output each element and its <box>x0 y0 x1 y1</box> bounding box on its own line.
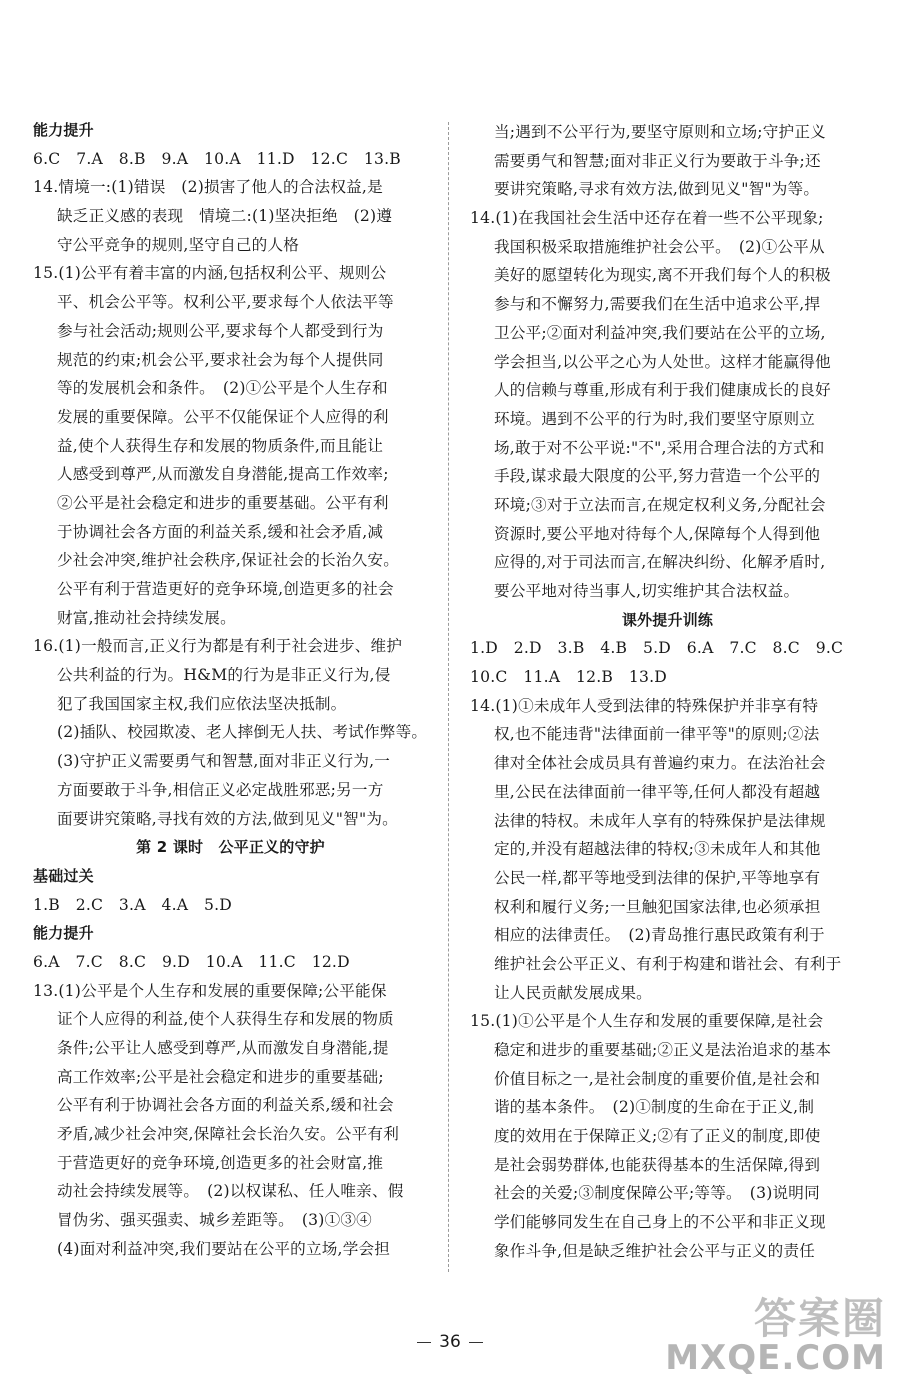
text-line: 犯了我国国家主权,我们应依法坚决抵制。 <box>57 694 347 713</box>
text-line: 于营造更好的竞争环境,创造更多的社会财富,推 <box>57 1153 384 1172</box>
text-line: 条件;公平让人感受到尊严,从而激发自身潜能,提 <box>57 1039 389 1057</box>
text-line: 学们能够同发生在自己身上的不公平和非正义现 <box>494 1213 826 1232</box>
text-line: 15.(1)①公平是个人生存和发展的重要保障,是社会 <box>470 1012 824 1031</box>
right-column <box>470 118 865 1266</box>
text-line: 16.(1)一般而言,正义行为都是有利于社会进步、维护 <box>33 637 403 656</box>
text-line: 社会的关爱;③制度保障公平;等等。 (3)说明同 <box>494 1184 820 1203</box>
text-line: 相应的法律责任。 (2)青岛推行惠民政策有利于 <box>494 926 825 945</box>
text-line: 面要讲究策略,寻找有效的方法,做到见义"智"为。 <box>57 809 398 828</box>
text-line: 维护社会公平正义、有利于构建和谐社会、有利于 <box>494 954 842 973</box>
text-line: 财富,推动社会持续发展。 <box>57 608 236 627</box>
text-line: 要公平地对待当事人,切实维护其合法权益。 <box>494 582 800 600</box>
text-line: 平、机会公平等。权利公平,要求每个人依法平等 <box>57 293 394 312</box>
text-line: 权,也不能违背"法律面前一律平等"的原则;②法 <box>494 725 820 744</box>
text-line: 是社会弱势群体,也能获得基本的生活保障,得到 <box>494 1155 821 1174</box>
text-line: 资源时,要公平地对待每个人,保障每个人得到他 <box>494 524 821 543</box>
text-line: 缺乏正义感的表现 情境二:(1)坚决拒绝 (2)遵 <box>57 207 393 226</box>
text-line: 里,公民在法律面前一律平等,任何人都没有超越 <box>494 782 821 801</box>
text-line: 要讲究策略,寻求有效方法,做到见义"智"为等。 <box>494 180 820 199</box>
page-dash-right <box>469 1342 483 1343</box>
text-line: 定的,并没有超越法律的特权;③未成年人和其他 <box>494 840 821 859</box>
text-line: 让人民贡献发展成果。 <box>494 983 652 1002</box>
text-line: 参与社会活动;规则公平,要求每个人都受到行为 <box>57 321 384 340</box>
text-line: (4)面对利益冲突,我们要站在公平的立场,学会担 <box>57 1239 391 1258</box>
text-line: 人感受到尊严,从而激发自身潜能,提高工作效率; <box>57 465 389 484</box>
text-line: 6.A 7.C 8.C 9.D 10.A 11.C 12.D <box>33 952 350 971</box>
text-line: 方面要敢于斗争,相信正义必定战胜邪恶;另一方 <box>57 780 384 799</box>
page-number-text: 36 <box>439 1332 461 1352</box>
column-divider <box>448 122 449 1272</box>
section-heading: 基础过关 <box>33 866 94 885</box>
text-line: (3)守护正义需要勇气和智慧,面对非正义行为,一 <box>57 752 391 771</box>
text-line: 1.B 2.C 3.A 4.A 5.D <box>33 895 232 914</box>
text-line: 场,敢于对不公平说:"不",采用合理合法的方式和 <box>494 438 825 457</box>
text-line: 当;遇到不公平行为,要坚守原则和立场;守护正义 <box>494 123 826 141</box>
text-line: 环境;③对于立法而言,在规定权利义务,分配社会 <box>494 495 826 514</box>
text-line: 美好的愿望转化为现实,离不开我们每个人的积极 <box>494 266 831 285</box>
text-line: 10.C 11.A 12.B 13.D <box>470 668 667 687</box>
text-line: 于协调社会各方面的利益关系,缓和社会矛盾,减 <box>57 522 384 541</box>
text-line: 手段,谋求最大限度的公平,努力营造一个公平的 <box>494 467 821 486</box>
text-line: 动社会持续发展等。 (2)以权谋私、任人唯亲、假 <box>57 1182 404 1201</box>
text-line: 卫公平;②面对利益冲突,我们要站在公平的立场, <box>494 323 826 342</box>
text-line: 参与和不懈努力,需要我们在生活中追求公平,捍 <box>494 295 821 314</box>
text-line: 矛盾,减少社会冲突,保障社会长治久安。公平有利 <box>57 1125 399 1144</box>
text-line: 法律的特权。未成年人享有的特殊保护是法律规 <box>494 811 826 830</box>
text-line: 益,使个人获得生存和发展的物质条件,而且能让 <box>57 436 384 455</box>
text-line: 公共利益的行为。H&M的行为是非正义行为,侵 <box>57 666 391 685</box>
text-line: 学会担当,以公平之心为人处世。这样才能赢得他 <box>494 352 831 371</box>
text-line: 14.(1)①未成年人受到法律的特殊保护并非享有特 <box>470 696 819 715</box>
text-line: 公民一样,都平等地受到法律的保护,平等地享有 <box>494 868 821 887</box>
watermark-top-text: 答案圈 <box>753 1294 886 1343</box>
text-line: 公平有利于协调社会各方面的利益关系,缓和社会 <box>57 1096 394 1115</box>
text-line: 高工作效率;公平是社会稳定和进步的重要基础; <box>57 1067 384 1086</box>
section-heading: 课外提升训练 <box>621 610 714 629</box>
text-line: 公平有利于营造更好的竞争环境,创造更多的社会 <box>57 580 394 598</box>
left-column <box>33 116 428 1264</box>
text-line: 稳定和进步的重要基础;②正义是法治追求的基本 <box>494 1041 832 1059</box>
text-line: 谐的基本条件。 (2)①制度的生命在于正义,制 <box>494 1098 815 1117</box>
text-line: 象作斗争,但是缺乏维护社会公平与正义的责任 <box>494 1241 816 1260</box>
text-line: 度的效用在于保障正义;②有了正义的制度,即使 <box>494 1127 821 1146</box>
text-line: 价值目标之一,是社会制度的重要价值,是社会和 <box>494 1069 821 1088</box>
text-line: 发展的重要保障。公平不仅能保证个人应得的利 <box>57 407 389 426</box>
text-line: 人的信赖与尊重,形成有利于我们健康成长的良好 <box>494 381 831 400</box>
text-line: 6.C 7.A 8.B 9.A 10.A 11.D 12.C 13.B <box>33 149 401 168</box>
text-line: ②公平是社会稳定和进步的重要基础。公平有利 <box>57 493 389 512</box>
text-line: 权利和履行义务;一旦触犯国家法律,也必须承担 <box>494 897 821 916</box>
text-line: 证个人应得的利益,使个人获得生存和发展的物质 <box>57 1010 394 1029</box>
text-line: 1.D 2.D 3.B 4.B 5.D 6.A 7.C 8.C 9.C <box>470 639 844 658</box>
section-heading: 能力提升 <box>33 121 94 139</box>
text-line: 15.(1)公平有着丰富的内涵,包括权利公平、规则公 <box>33 264 387 283</box>
text-line: 规范的约束;机会公平,要求社会为每个人提供同 <box>57 350 384 369</box>
text-line: 应得的,对于司法而言,在解决纠纷、化解矛盾时, <box>494 553 826 572</box>
text-line: 冒伪劣、强买强卖、城乡差距等。 (3)①③④ <box>57 1211 372 1230</box>
text-line: 13.(1)公平是个人生存和发展的重要保障;公平能保 <box>33 981 387 1000</box>
watermark-logo <box>665 1286 886 1378</box>
text-line: 14.(1)在我国社会生活中还存在着一些不公平现象; <box>470 209 824 228</box>
text-line: 14.情境一:(1)错误 (2)损害了他人的合法权益,是 <box>33 178 383 197</box>
section-heading: 第 2 课时 公平正义的守护 <box>136 838 325 857</box>
text-line: 少社会冲突,维护社会秩序,保证社会的长治久安。 <box>57 551 399 570</box>
text-line: 等的发展机会和条件。 (2)①公平是个人生存和 <box>57 379 388 398</box>
text-line: 律对全体社会成员具有普遍约束力。在法治社会 <box>494 754 826 773</box>
text-line: 环境。遇到不公平的行为时,我们要坚守原则立 <box>494 409 816 428</box>
text-line: 需要勇气和智慧;面对非正义行为要敢于斗争;还 <box>494 151 821 170</box>
text-line: 我国积极采取措施维护社会公平。 (2)①公平从 <box>494 237 825 256</box>
watermark-bottom-text: MXQE.COM <box>665 1338 886 1378</box>
page-dash-left <box>417 1342 431 1343</box>
section-heading: 能力提升 <box>33 924 94 943</box>
text-line: 守公平竞争的规则,坚守自己的人格 <box>57 235 300 254</box>
text-line: (2)插队、校园欺凌、老人摔倒无人扶、考试作弊等。 <box>57 723 428 742</box>
